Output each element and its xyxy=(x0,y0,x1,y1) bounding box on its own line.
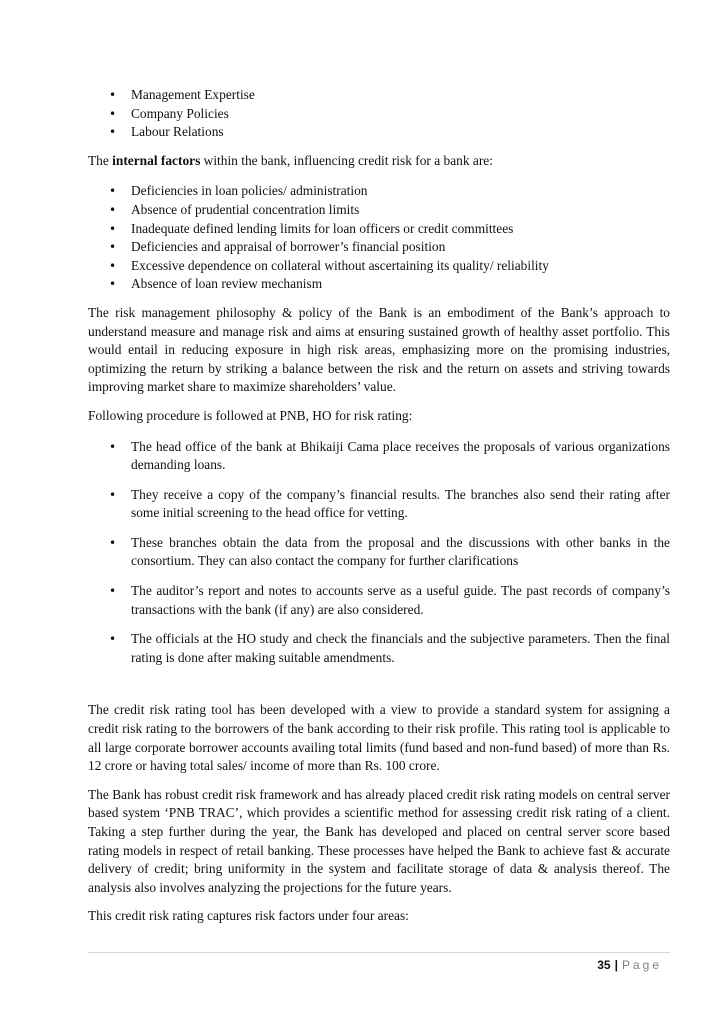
page-label: Page xyxy=(621,958,662,972)
risk-philosophy-paragraph: The risk management philosophy & policy of the Bank is an embodiment of the Bank’s approach to understand measure and manage risk and aims at ensuring sustained growth of healthy asset portfolio. This would entail in reducing exposure in high risk areas, emphasizing more on the promising industries, optimizing the return by striking a balance between the risk and the return on assets and striving towards improving market share to maximize shareholders’ value. xyxy=(88,304,670,395)
list-item: • Inadequate defined lending limits for loan officers or credit committees xyxy=(88,220,670,239)
list-item: • Excessive dependence on collateral without ascertaining its quality/ reliability xyxy=(88,257,670,276)
list-item: • The head office of the bank at Bhikaiji Cama place receives the proposals of various organizations demanding loans. xyxy=(88,438,670,475)
list-item: • Company Policies xyxy=(88,105,670,124)
procedure-list xyxy=(88,438,670,668)
list-item: • Absence of loan review mechanism xyxy=(88,275,670,294)
page-number: 35 xyxy=(597,958,611,972)
list-item: • Management Expertise xyxy=(88,86,670,105)
list-item: • The officials at the HO study and check the financials and the subjective parameters. Then the final rating is done after making suitable amendments. xyxy=(88,630,670,667)
internal-factors-list xyxy=(88,182,670,294)
external-factors-list xyxy=(88,86,670,142)
list-item: • Deficiencies and appraisal of borrower’s financial position xyxy=(88,238,670,257)
list-item: • Labour Relations xyxy=(88,123,670,142)
list-item: • The auditor’s report and notes to accounts serve as a useful guide. The past records of company’s transactions with the bank (if any) are also considered. xyxy=(88,582,670,619)
procedure-intro: Following procedure is followed at PNB, HO for risk rating: xyxy=(88,407,413,423)
footer-divider xyxy=(88,952,670,953)
list-item: • These branches obtain the data from the proposal and the discussions with other banks in the consortium. They can also contact the company for further clarifications xyxy=(88,534,670,571)
footer-separator: | xyxy=(614,958,618,972)
list-item: • They receive a copy of the company’s financial results. The branches also send their rating after some initial screening to the head office for vetting. xyxy=(88,486,670,523)
internal-factors-intro: The internal factors within the bank, influencing credit risk for a bank are: xyxy=(88,152,493,168)
four-areas-paragraph: This credit risk rating captures risk factors under four areas: xyxy=(88,908,409,924)
list-item: • Absence of prudential concentration limits xyxy=(88,201,670,220)
credit-risk-framework-paragraph: The Bank has robust credit risk framework and has already placed credit risk rating models on central server based system ‘PNB TRAC’, which provides a scientific method for assessing credit risk rating of a client. Taking a step further during the year, the Bank has developed and placed on central server score based rating models in respect of retail banking. These processes have helped the Bank to achieve fast & accurate delivery of credit; bring uniformity in the system and facilitate storage of data & analysis thereof. The analysis also involves analyzing the projections for the future years. xyxy=(88,786,670,895)
page-footer xyxy=(597,956,662,975)
rating-tool-paragraph: The credit risk rating tool has been developed with a view to provide a standard system for assigning a credit risk rating to the borrowers of the bank according to their risk profile. This rating tool is applicable to all large corporate borrower accounts availing total limits (fund based and non-fund based) of more than Rs. 12 crore or having total sales/ income of more than Rs. 100 crore. xyxy=(88,702,670,774)
page-content xyxy=(88,86,670,926)
internal-factors-bold: internal factors xyxy=(112,152,201,168)
list-item: • Deficiencies in loan policies/ administration xyxy=(88,182,670,201)
